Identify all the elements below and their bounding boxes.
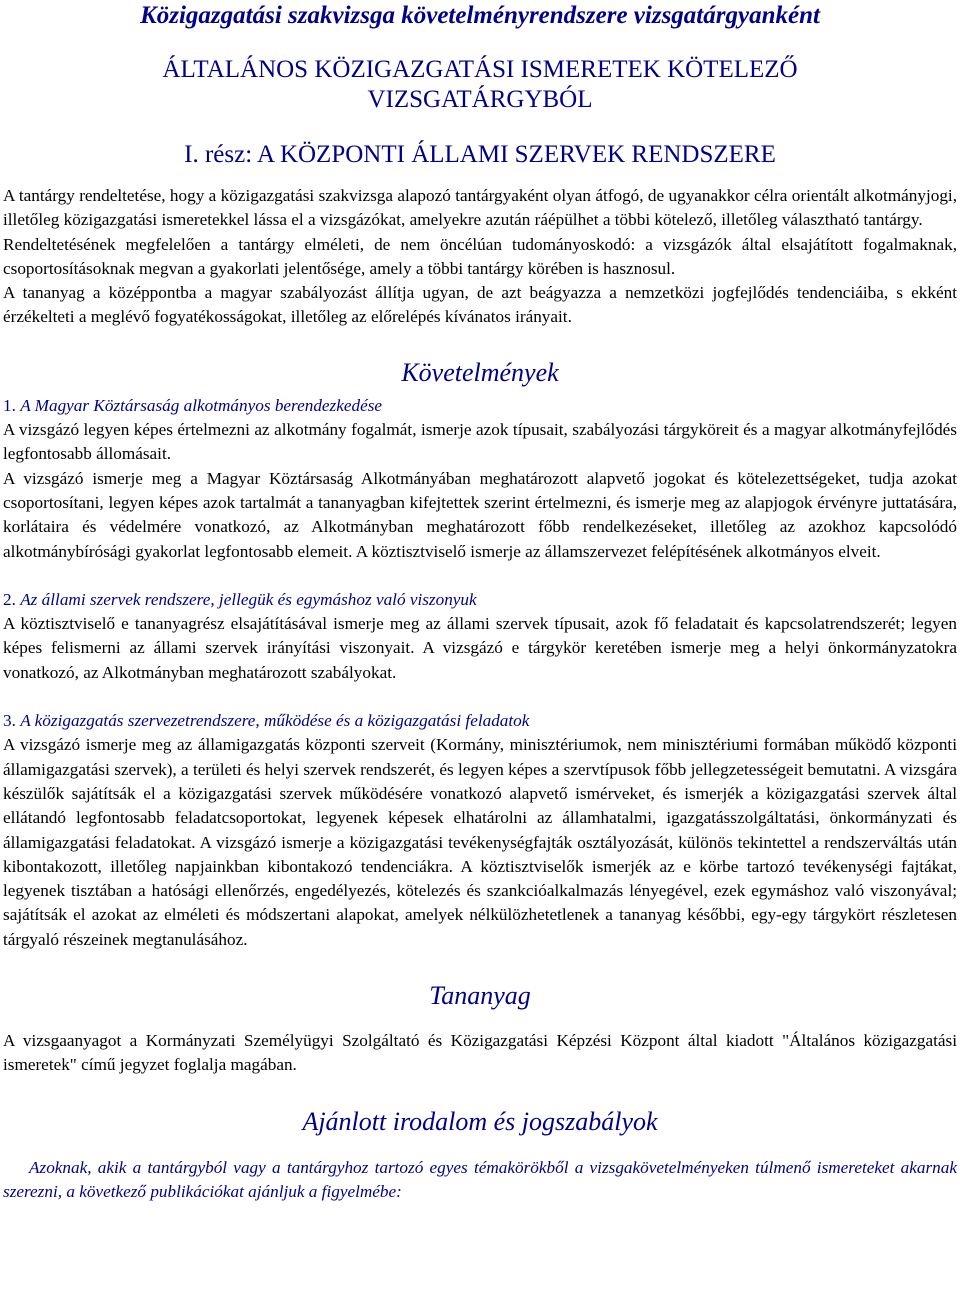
exam-subject-heading-line2: VIZSGATÁRGYBÓL (367, 86, 593, 113)
requirement-item-title (3, 709, 957, 733)
requirement-item-title (3, 588, 957, 612)
tananyag-heading: Tananyag (429, 981, 531, 1011)
requirement-item-title-text: Az állami szervek rendszere, jellegük és egymáshoz való viszonyuk (20, 589, 477, 609)
tananyag-paragraph: A vizsgaanyagot a Kormányzati Személyügyi Szolgáltató és Közigazgatási Képzési Központ által kiadott "Általános közigazgatási ismeretek" című jegyzet foglalja magában. (3, 1031, 957, 1075)
spacer (3, 685, 957, 709)
document-title: Közigazgatási szakvizsga követelményrendszere vizsgatárgyanként (140, 2, 820, 29)
requirement-item-title-text: A Magyar Köztársaság alkotmányos berendezkedése (20, 395, 383, 415)
exam-subject-heading-line1: ÁLTALÁNOS KÖZIGAZGATÁSI ISMERETEK KÖTELEZŐ (162, 56, 798, 83)
requirement-paragraph: A vizsgázó legyen képes értelmezni az alkotmány fogalmát, ismerje azok típusait, szabályozási tárgyköreit és a magyar alkotmányfejlődés legfontosabb állomásait. (3, 420, 957, 464)
intro-paragraph-3: A tananyag a középpontba a magyar szabályozást állítja ugyan, de azt beágyazza a nemzetközi jogfejlődés tendenciáiba, s ekként érzékelteti a meglévő fogyatékosságokat, illetőleg az előrelépés kívánatos irányait. (3, 283, 957, 327)
intro-paragraph-1: A tantárgy rendeltetése, hogy a közigazgatási szakvizsga alapozó tantárgyaként olyan átfogó, de ugyanakkor célra orientált alkotmányjogi, illetőleg közigazgatási ismeretekkel lássa el a vizsgázókat, amelyekre azután ráépülhet a többi kötelező, illetőleg választható tantárgy. (3, 186, 957, 230)
irodalom-heading: Ajánlott irodalom és jogszabályok (302, 1106, 658, 1136)
irodalom-paragraph: Azoknak, akik a tantárgyból vagy a tantárgyhoz tartozó egyes témakörökből a vizsgakövetelményeken túlmenő ismereteket akarnak szerezni, a következő publikációkat ajánljuk a figyelmébe: (3, 1157, 957, 1201)
requirement-item-2 (3, 588, 957, 685)
requirement-item-number: 3. (3, 711, 16, 731)
requirement-paragraph: A köztisztviselő e tananyagrész elsajátításával ismerje meg az állami szervek típusait, azok fő feladatait és kapcsolatrendszerét; legyen képes felismerni az állami szervek irányítási viszonyait. A vizsgázó e tárgykör keretében ismerje meg a helyi önkormányzatokra vonatkozó, az Alkotmányban meghatározott szabályokat. (3, 614, 957, 682)
intro-paragraph-2: Rendeltetésének megfelelően a tantárgy elméleti, de nem öncélúan tudományoskodó: a vizsgázók által elsajátított fogalmaknak, csoportosításoknak megvan a gyakorlati jelentősége, amely a többi tantárgy körében is hasznosul. (3, 234, 957, 278)
requirement-item-3 (3, 709, 957, 952)
exam-subject-heading (3, 55, 957, 115)
requirement-paragraph: A vizsgázó ismerje meg az államigazgatás központi szerveit (Kormány, minisztériumok, nem minisztériumi formában működő központi államigazgatási szervek), a területi és helyi szervek rendszerét, és legyen képes a szervtípusok főbb jellegzetességeit bemutatni. A vizsgára készülők sajátítsák el a közigazgatási szervek működésére vonatkozó alapvető ismérveket, és ismerjék a közigazgatási szervek által ellátandó legfontosabb feladatcsoportokat, legyenek képesek elhatárolni az államhatalmi, igazgatásszolgáltatási, önkormányzati és államigazgatási feladatokat. A vizsgázó ismerje a közigazgatási tevékenységfajták osztályozását, különös tekintettel a rendszerváltás után kibontakozott, illetőleg napjainkban kibontakozó tendenciákra. A köztisztviselők ismerjék az e körbe tartozó tevékenységi fajtákat, legyenek tisztában a hatósági ellenőrzés, engedélyezés, kötelezés és szankcióalkalmazás lényegével, ezek egymáshoz való viszonyával; sajátítsák el azokat az elméleti és módszertani alapokat, amelyek nélkülözhetetlenek a tananyag későbbi, egy-egy tárgykört részletesen tárgyaló részeinek megtanulásához. (3, 735, 957, 949)
part-heading: I. rész: A KÖZPONTI ÁLLAMI SZERVEK RENDSZERE (184, 141, 776, 168)
requirement-item-title-text: A közigazgatás szervezetrendszere, működése és a közigazgatási feladatok (20, 711, 530, 731)
requirement-item-title (3, 394, 957, 418)
requirement-item-number: 2. (3, 589, 16, 609)
requirements-heading: Követelmények (401, 357, 559, 387)
requirement-paragraph: A vizsgázó ismerje meg a Magyar Köztársaság Alkotmányában meghatározott alapvető jogokat és kötelezettségeket, tudja azokat csoportosítani, legyen képes azok tartalmát a tananyagban kifejtettek szerint értelmezni, és ismerje meg az alapjogok érvényre juttatására, korlátaira és védelmére vonatkozó, az Alkotmányban meghatározott főbb rendelkezéseket, illetőleg az azokhoz kapcsolódó alkotmánybírósági gyakorlat legfontosabb elemeit. A köztisztviselő ismerje az államszervezet felépítésének alkotmányos elveit. (3, 468, 957, 561)
requirement-item-number: 1. (3, 395, 16, 415)
requirement-item-1 (3, 394, 957, 564)
intro-section (3, 184, 957, 330)
spacer (3, 564, 957, 588)
